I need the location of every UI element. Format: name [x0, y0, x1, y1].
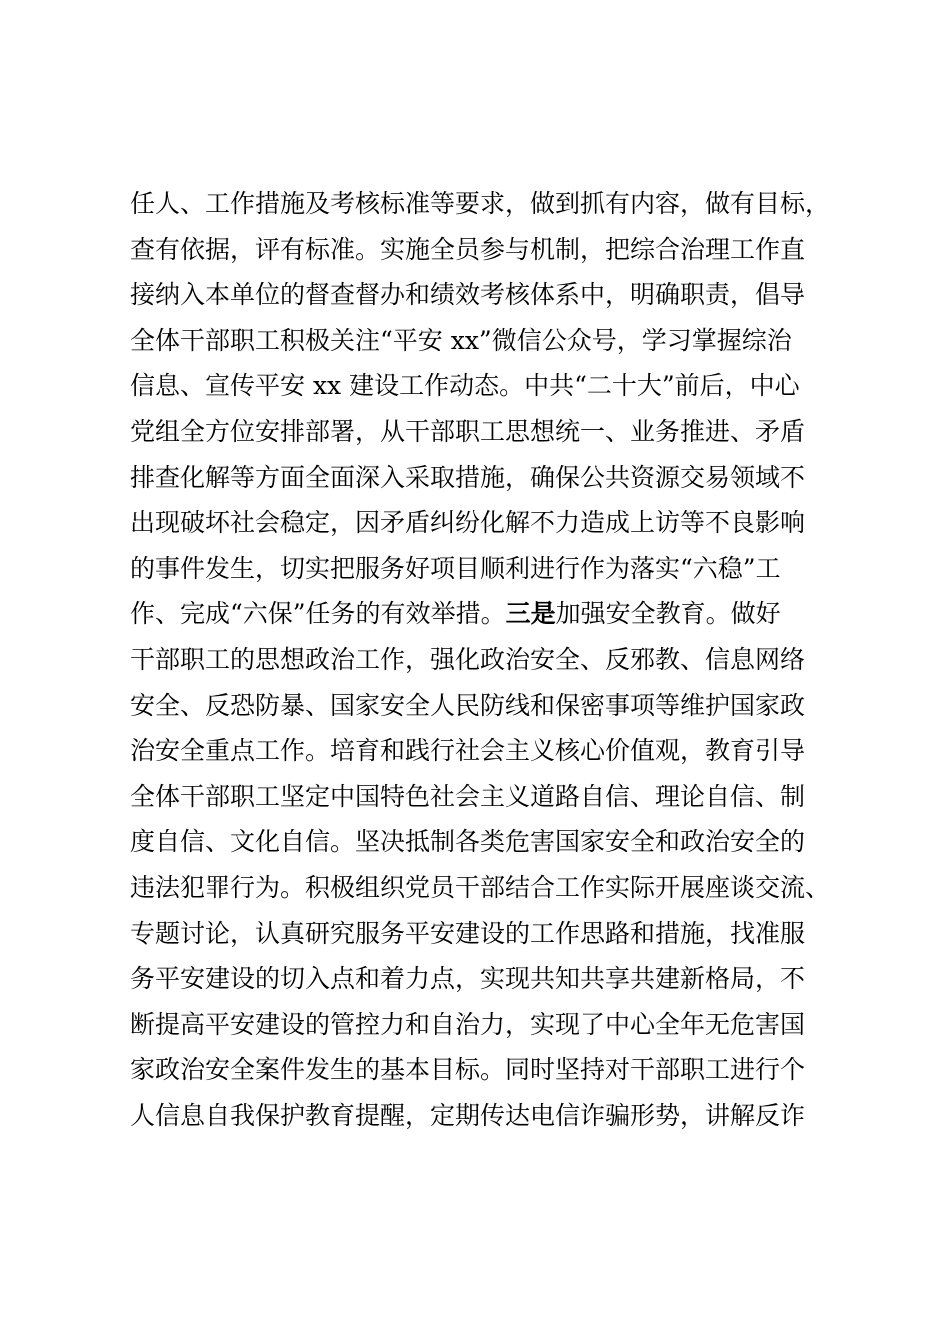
- text-line-12: 安全、反恐防暴、国家安全人民防线和保密事项等维护国家政: [130, 690, 806, 720]
- text-line-3: 接纳入本单位的督查督办和绩效考核体系中，明确职责，倡导: [130, 280, 806, 310]
- bold-marker-sanshi: 三是: [505, 599, 556, 629]
- text-line-9: 的事件发生，切实把服务好项目顺利进行作为落实“六稳”工: [130, 553, 781, 583]
- text-line-10: [130, 591, 870, 637]
- text-line-10-start: 作、完成“六保”任务的有效举措。: [130, 599, 506, 629]
- text-line-17: 专题讨论，认真研究服务平安建设的工作思路和措施，找准服: [130, 918, 806, 948]
- text-line-7: 排查化解等方面全面深入采取措施，确保公共资源交易领域不: [130, 462, 806, 492]
- text-line-1: 任人、工作措施及考核标准等要求，做到抓有内容，做有目标，: [130, 189, 831, 218]
- text-line-2: 查有依据，评有标准。实施全员参与机制，把综合治理工作直: [130, 234, 806, 264]
- text-line-15: 度自信、文化自信。坚决抵制各类危害国家安全和政治安全的: [130, 827, 806, 857]
- text-line-13: 治安全重点工作。培育和践行社会主义核心价值观，教育引导: [130, 736, 806, 766]
- text-line-8: 出现破坏社会稳定，因矛盾纠纷化解不力造成上访等不良影响: [130, 508, 806, 538]
- text-line-6: 党组全方位安排部署，从干部职工思想统一、业务推进、矛盾: [130, 416, 806, 446]
- body-paragraph: [130, 181, 870, 1138]
- text-line-18: 务平安建设的切入点和着力点，实现共知共享共建新格局，不: [130, 964, 806, 994]
- text-line-10-end: 加强安全教育。做好: [555, 599, 781, 629]
- text-line-21: 人信息自我保护教育提醒，定期传达电信诈骗形势，讲解反诈: [130, 1100, 806, 1130]
- text-line-4: 全体干部职工积极关注“平安 xx”微信公众号，学习掌握综治: [130, 325, 792, 355]
- text-line-19: 断提高平安建设的管控力和自治力，实现了中心全年无危害国: [130, 1009, 806, 1039]
- text-line-14: 全体干部职工坚定中国特色社会主义道路自信、理论自信、制: [130, 781, 806, 811]
- text-line-20: 家政治安全案件发生的基本目标。同时坚持对干部职工进行个: [130, 1055, 806, 1085]
- text-line-16: 违法犯罪行为。积极组织党员干部结合工作实际开展座谈交流、: [130, 872, 831, 902]
- text-line-5: 信息、宣传平安 xx 建设工作动态。中共“二十大”前后，中心: [130, 371, 800, 401]
- text-line-11: 干部职工的思想政治工作，强化政治安全、反邪教、信息网络: [130, 644, 806, 674]
